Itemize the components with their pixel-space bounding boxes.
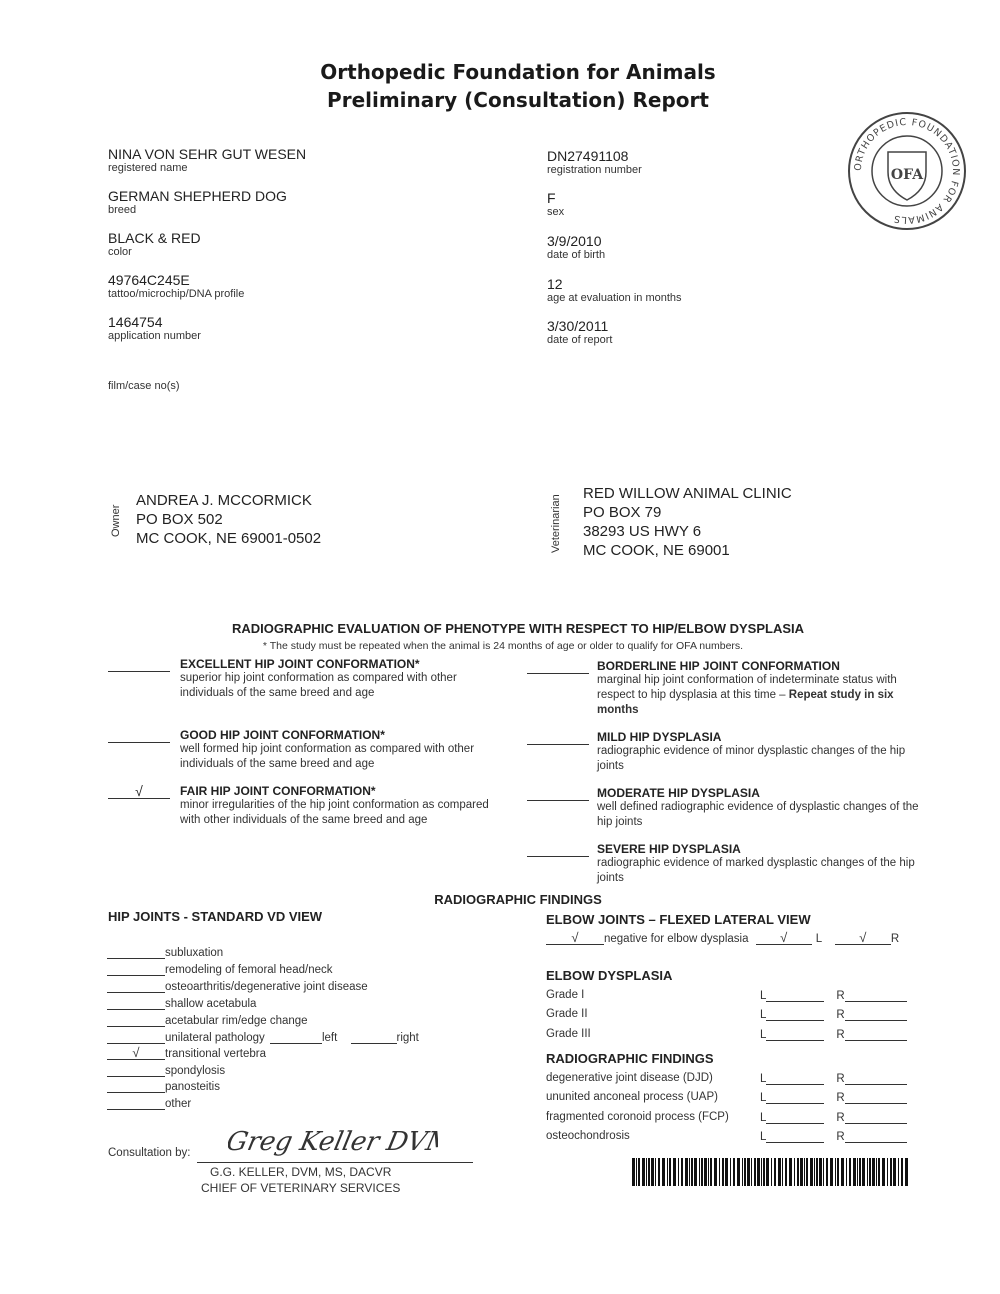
barcode-bar [763,1158,765,1186]
grade-2-label: Grade II [546,1008,588,1020]
option-mild-blank[interactable] [527,730,589,745]
barcode-bar [699,1158,700,1186]
barcode-bar [689,1158,690,1186]
field-color: BLACK & RED color [108,230,201,258]
owner-label: Owner [110,504,122,537]
barcode-bar [719,1158,720,1186]
barcode-bar [867,1158,868,1186]
option-moderate: MODERATE HIP DYSPLASIA well defined radiographic evidence of dysplastic changes of the hip joints [597,786,919,828]
elbow-left-checkmark: √ [756,932,812,945]
finding-fcp-label: fragmented coronoid process (FCP) [546,1111,729,1123]
option-severe: SEVERE HIP DYSPLASIA radiographic evidence of marked dysplastic changes of the hip joints [597,842,915,884]
barcode-bar [872,1158,875,1186]
barcode-bar [730,1158,731,1186]
field-sex: F sex [547,190,565,218]
barcode-bar [882,1158,885,1186]
barcode-bar [655,1158,656,1186]
barcode-bar [694,1158,697,1186]
barcode-bar [757,1158,760,1186]
option-excellent: EXCELLENT HIP JOINT CONFORMATION* superior hip joint conformation as compared with other individuals of the same breed and age [180,657,457,699]
option-fair-blank[interactable] [108,784,170,799]
finding-osteochondrosis-label: osteochondrosis [546,1130,630,1142]
barcode-bar [704,1158,707,1186]
hip-item-panosteitis[interactable]: panosteitis [107,1080,220,1096]
field-date-of-birth: 3/9/2010 date of birth [547,233,606,261]
hip-item-unilateral[interactable]: unilateral pathology left right [107,1031,419,1047]
barcode-bar [751,1158,752,1186]
barcode-bar [816,1158,818,1186]
report-title-line2: Preliminary (Consultation) Report [327,88,709,112]
grade-1-label: Grade I [546,989,585,1001]
hip-item-shallow-acetabula[interactable]: shallow acetabula [107,997,256,1013]
barcode-bar [747,1158,750,1186]
barcode-bar [890,1158,892,1186]
barcode-bar [853,1158,856,1186]
barcode-bar [673,1158,676,1186]
barcode-bar [669,1158,671,1186]
barcode-bar [648,1158,650,1186]
finding-djd-lr[interactable]: L R [760,1072,907,1085]
barcode-bar [826,1158,828,1186]
barcode-bar [819,1158,822,1186]
finding-djd-label: degenerative joint disease (DJD) [546,1072,713,1084]
barcode-bar [701,1158,703,1186]
barcode-bar [835,1158,836,1186]
barcode-bar [905,1158,908,1186]
option-borderline-blank[interactable] [527,659,589,674]
field-registered-name: NINA VON SEHR GUT WESEN registered name [108,146,307,174]
barcode [632,1158,910,1186]
grade-1-lr[interactable]: L R [760,989,907,1002]
barcode-bar [667,1158,668,1186]
barcode-bar [859,1158,861,1186]
field-age-months: 12 age at evaluation in months [547,276,682,304]
hip-item-spondylosis[interactable]: spondylosis [107,1064,225,1080]
barcode-bar [901,1158,903,1186]
barcode-bar [857,1158,858,1186]
field-tattoo-microchip: 49764C245E tattoo/microchip/DNA profile [108,272,245,300]
veterinarian-label: Veterinarian [550,494,562,553]
barcode-bar [714,1158,717,1186]
barcode-bar [887,1158,888,1186]
film-case-label: film/case no(s) [108,380,180,392]
option-moderate-blank[interactable] [527,786,589,801]
option-good-blank[interactable] [108,728,170,743]
hip-item-transitional-vertebra[interactable]: √ transitional vertebra [107,1047,266,1063]
barcode-bar [658,1158,660,1186]
option-mild: MILD HIP DYSPLASIA radiographic evidence of minor dysplastic changes of the hip joints [597,730,906,772]
findings-heading: RADIOGRAPHIC FINDINGS [434,892,602,907]
barcode-bar [797,1158,799,1186]
barcode-bar [774,1158,776,1186]
veterinarian-address: RED WILLOW ANIMAL CLINIC PO BOX 79 38293 US HWY 6 MC COOK, NE 69001 [583,485,792,559]
handwritten-signature [228,1118,438,1165]
barcode-bar [814,1158,815,1186]
seal-text: ORTHOPEDIC FOUNDATION FOR ANIMALS [852,116,962,226]
barcode-bar [761,1158,762,1186]
unilateral-left-blank [270,1031,322,1044]
elbow-joints-heading: ELBOW JOINTS – FLEXED LATERAL VIEW [546,912,811,927]
barcode-bar [708,1158,709,1186]
option-fair: FAIR HIP JOINT CONFORMATION* minor irregularities of the hip joint conformation as compared with other individuals of the same breed and age [180,784,489,826]
barcode-bar [733,1158,735,1186]
barcode-bar [785,1158,787,1186]
finding-uap-label: ununited anconeal process (UAP) [546,1091,718,1103]
transitional-checkmark: √ [107,1047,165,1060]
barcode-bar [841,1158,844,1186]
ofa-seal [846,110,968,232]
option-good: GOOD HIP JOINT CONFORMATION* well formed hip joint conformation as compared with other individuals of the same breed and age [180,728,475,770]
barcode-bar [632,1158,635,1186]
barcode-bar [651,1158,654,1186]
barcode-bar [893,1158,896,1186]
barcode-bar [778,1158,781,1186]
field-date-of-report: 3/30/2011 date of report [547,318,613,346]
fair-checkmark: √ [108,784,170,799]
barcode-bar [878,1158,880,1186]
barcode-bar [804,1158,805,1186]
barcode-bar [691,1158,693,1186]
barcode-bar [737,1158,740,1186]
grade-3-label: Grade III [546,1028,591,1040]
elbow-dysplasia-heading: ELBOW DYSPLASIA [546,968,673,983]
barcode-bar [744,1158,746,1186]
hip-item-other[interactable]: other [107,1097,191,1113]
barcode-bar [898,1158,899,1186]
hip-joints-heading: HIP JOINTS - STANDARD VD VIEW [108,909,323,924]
option-severe-blank[interactable] [527,842,589,857]
option-excellent-blank[interactable] [108,657,170,672]
grade-3-lr[interactable]: L R [760,1028,907,1041]
hip-item-remodeling[interactable]: remodeling of femoral head/neck [107,963,333,979]
barcode-bar [725,1158,728,1186]
barcode-bar [662,1158,665,1186]
barcode-bar [710,1158,712,1186]
elbow-right-checkmark: √ [835,932,891,945]
owner-address: ANDREA J. MCCORMICK PO BOX 502 MC COOK, NE 69001-0502 [136,492,322,547]
field-registration-number: DN27491108 registration number [547,148,642,176]
elbow-negative-row[interactable]: √ negative for elbow dysplasia √ L √ R [546,932,899,945]
evaluation-heading: RADIOGRAPHIC EVALUATION OF PHENOTYPE WITH RESPECT TO HIP/ELBOW DYSPLASIA [231,621,805,636]
hip-item-subluxation[interactable]: subluxation [107,946,223,962]
barcode-bar [830,1158,833,1186]
signature-line [197,1162,473,1163]
grade-2-lr[interactable]: L R [760,1008,907,1021]
unilateral-right-blank [351,1031,397,1044]
signer-name: G.G. KELLER, DVM, MS, DACVR [210,1165,392,1179]
consultation-label: Consultation by: [108,1147,191,1159]
barcode-bar [846,1158,847,1186]
barcode-bar [837,1158,839,1186]
field-breed: GERMAN SHEPHERD DOG breed [108,188,287,216]
barcode-bar [754,1158,756,1186]
barcode-bar [869,1158,871,1186]
barcode-bar [876,1158,877,1186]
finding-fcp-lr[interactable]: L R [760,1111,907,1124]
elbow-findings-heading: RADIOGRAPHIC FINDINGS [546,1051,714,1066]
elbow-negative-checkmark: √ [546,932,604,945]
signer-title: CHIEF OF VETERINARY SERVICES [201,1181,401,1195]
svg-text:Greg Keller DVM: Greg Keller DVM [228,1127,438,1157]
barcode-bar [722,1158,724,1186]
barcode-bar [800,1158,803,1186]
barcode-bar [789,1158,792,1186]
hip-item-acetabular-rim[interactable]: acetabular rim/edge change [107,1014,308,1030]
hip-item-osteoarthritis[interactable]: osteoarthritis/degenerative joint disease [107,980,368,996]
evaluation-note: * The study must be repeated when the animal is 24 months of age or older to qualify for OFA numbers. [262,640,744,652]
report-title-line1: Orthopedic Foundation for Animals [320,60,716,84]
barcode-bar [782,1158,783,1186]
barcode-bar [636,1158,637,1186]
barcode-bar [823,1158,824,1186]
barcode-bar [646,1158,647,1186]
barcode-bar [849,1158,851,1186]
finding-osteochondrosis-lr[interactable]: L R [760,1130,907,1143]
finding-uap-lr[interactable]: L R [760,1091,907,1104]
barcode-bar [642,1158,645,1186]
barcode-bar [810,1158,813,1186]
barcode-bar [806,1158,808,1186]
barcode-bar [638,1158,640,1186]
barcode-bar [794,1158,795,1186]
field-application-number: 1464754 application number [108,314,201,342]
barcode-bar [771,1158,772,1186]
option-borderline: BORDERLINE HIP JOINT CONFORMATION marginal hip joint conformation of indeterminate status with respect to hip dysplasia at this time – Repeat study in six months [597,659,897,716]
barcode-bar [766,1158,769,1186]
barcode-bar [678,1158,679,1186]
seal-center: OFA [890,167,924,183]
barcode-bar [742,1158,743,1186]
barcode-bar [862,1158,865,1186]
barcode-bar [685,1158,688,1186]
barcode-bar [681,1158,683,1186]
